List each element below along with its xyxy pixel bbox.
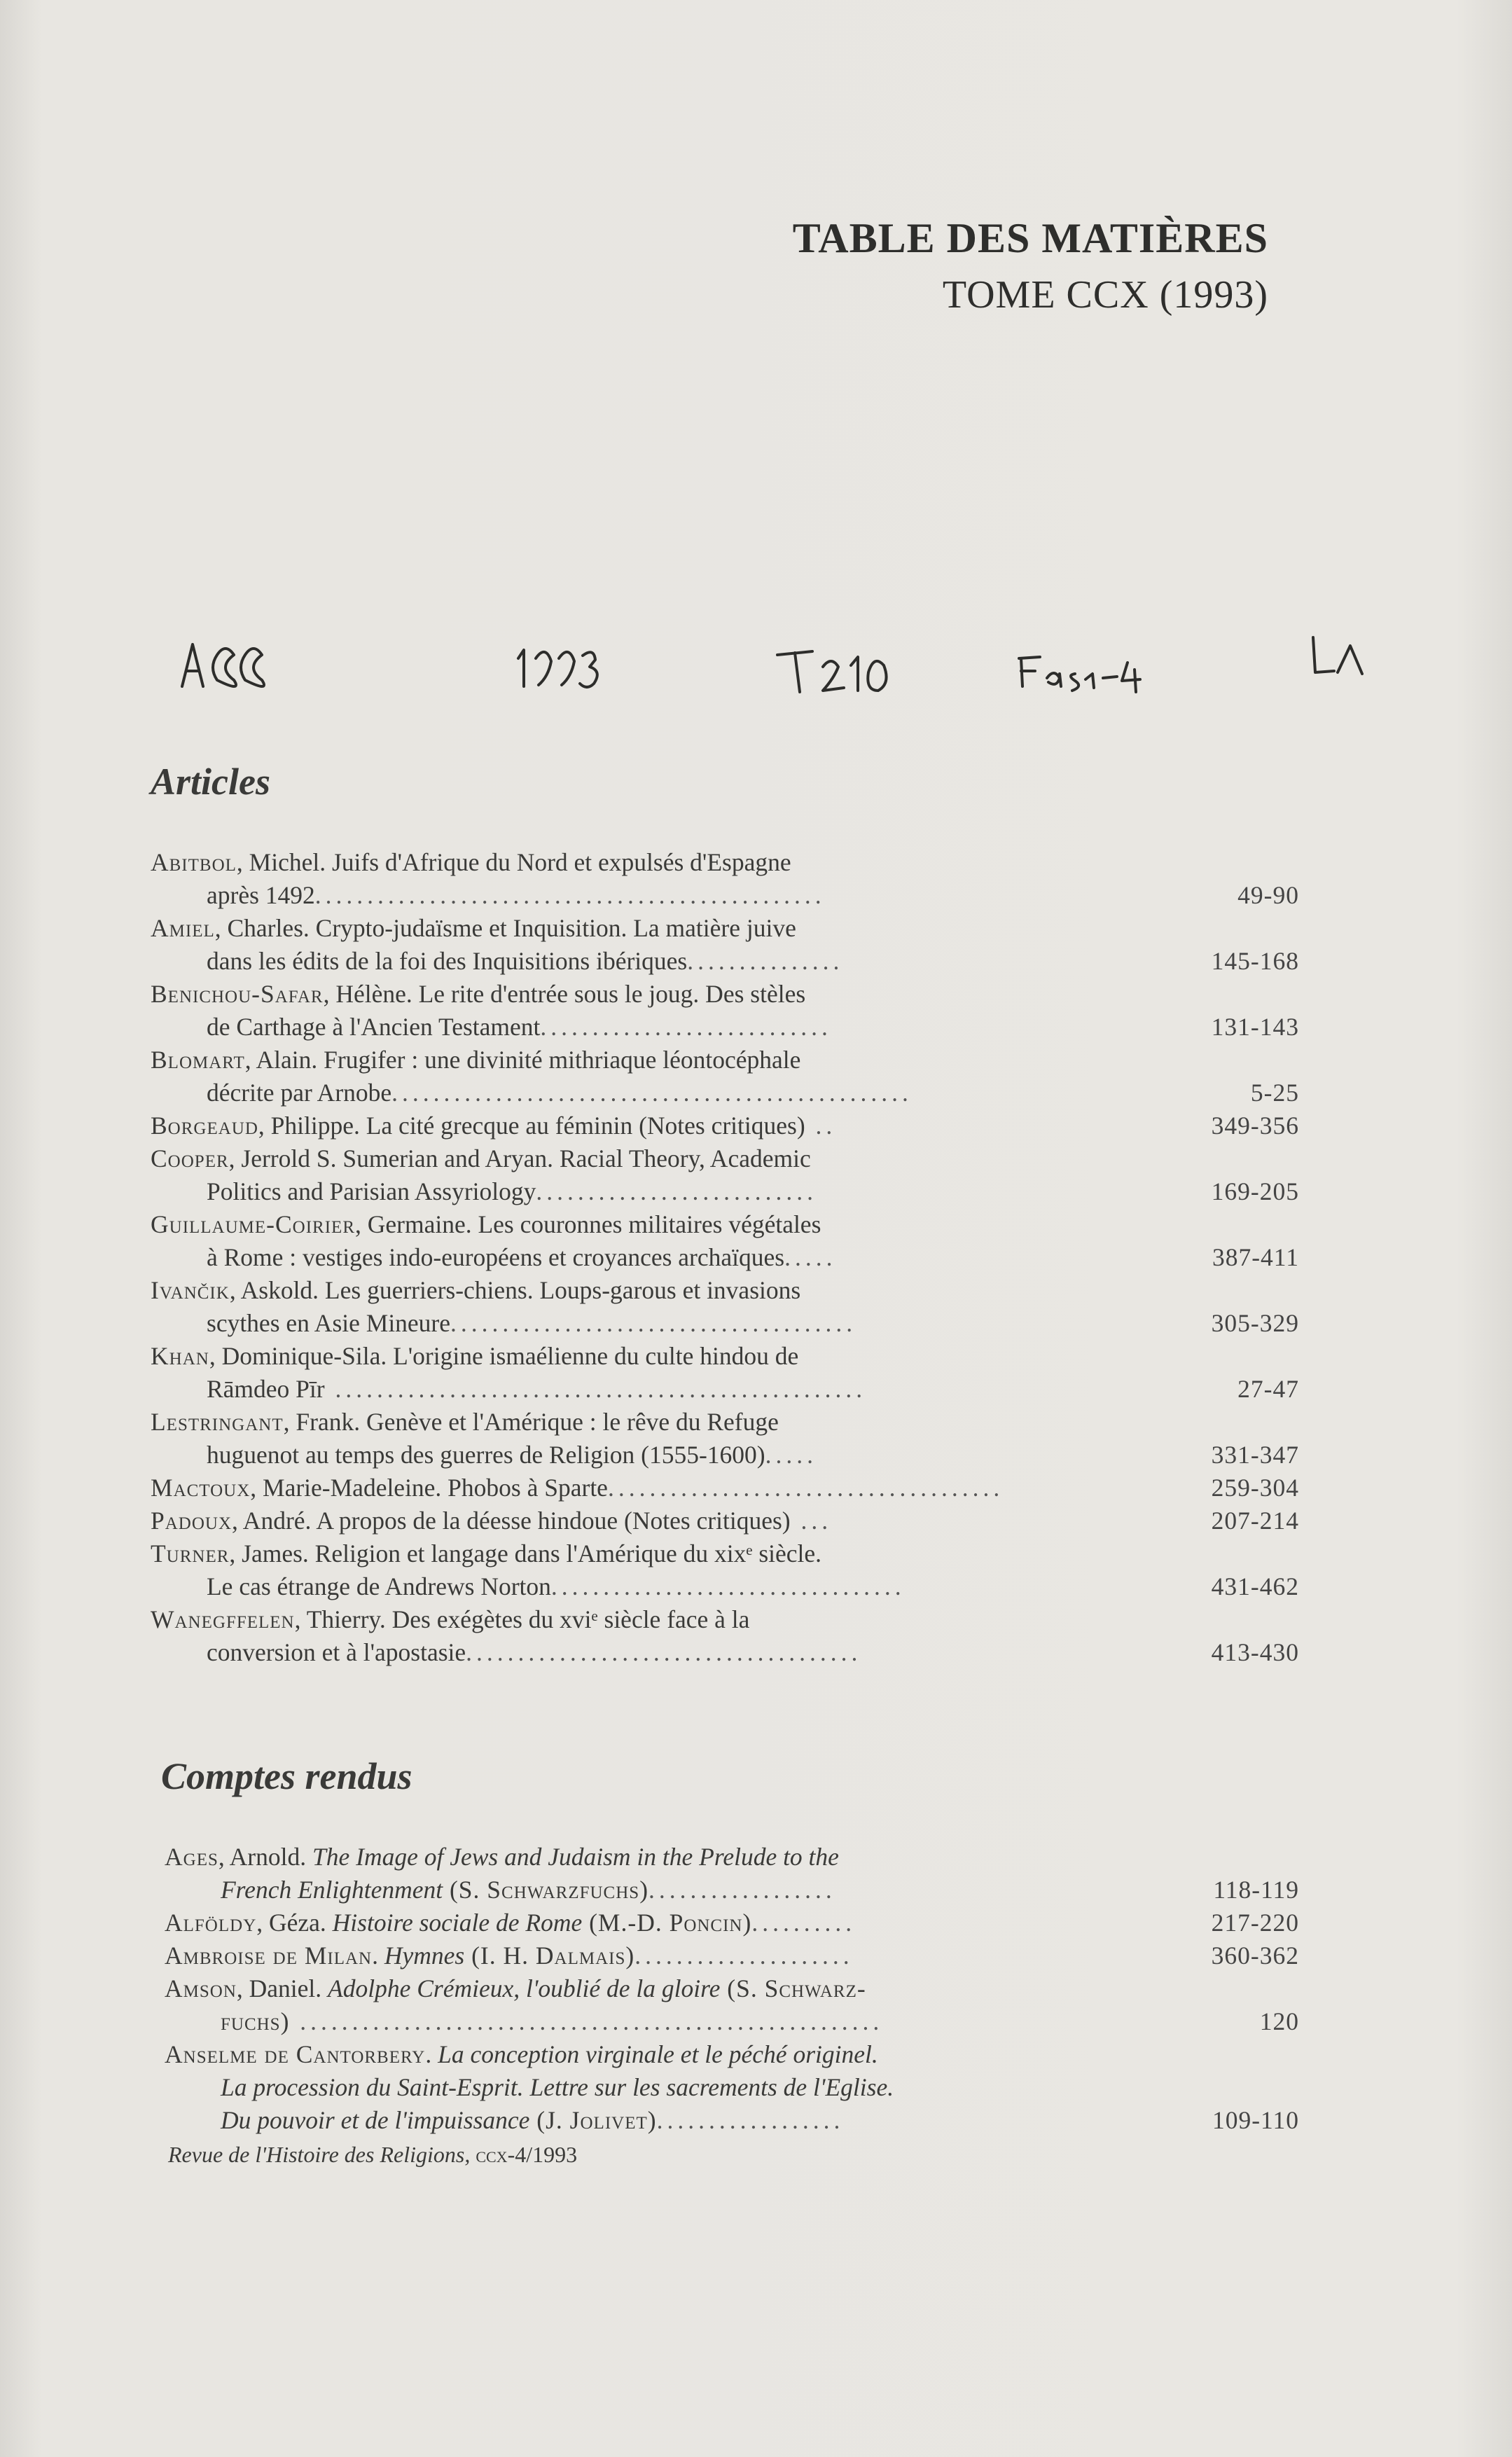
- article-entry: Abitbol, Michel. Juifs d'Afrique du Nord et expulsés d'Espagne après 1492................................................. 49-90: [151, 846, 1299, 912]
- entry-title: , Jerrold S. Sumerian and Aryan. Racial Theory, Academic: [228, 1144, 811, 1172]
- article-entry: Wanegffelen, Thierry. Des exégètes du xviᵉ siècle face à la conversion et à l'apostasie...................................... 413-430: [151, 1603, 1299, 1669]
- article-entry: Borgeaud, Philippe. La cité grecque au féminin (Notes critiques) .. 349-356: [151, 1109, 1299, 1142]
- article-entry: Turner, James. Religion et langage dans l'Amérique du xixᵉ siècle. Le cas étrange de Andrews Norton.................................. 431-462: [151, 1537, 1299, 1603]
- entry-author: Benichou-Safar: [151, 980, 324, 1008]
- footer-volume: ccx-4/1993: [476, 2142, 578, 2167]
- entry-author: Alföldy: [165, 1909, 257, 1937]
- entry-pages: 259-304: [1211, 1474, 1299, 1502]
- handwriting-item-4: [1313, 637, 1362, 674]
- entry-author: Padoux: [151, 1507, 233, 1535]
- entry-reviewer-cont: fuchs): [221, 2007, 290, 2035]
- entry-title: , Thierry. Des exégètes du xviᵉ siècle face à la: [294, 1605, 750, 1633]
- entry-title: , James. Religion et langage dans l'Amérique du xixᵉ siècle.: [229, 1539, 822, 1567]
- entry-title-cont: huguenot au temps des guerres de Religion (1555-1600): [207, 1441, 765, 1469]
- entry-title: , Alain. Frugifer : une divinité mithriaque léontocéphale: [244, 1046, 801, 1074]
- entry-title-cont: Le cas étrange de Andrews Norton: [207, 1572, 551, 1600]
- article-entry: Guillaume-Coirier, Germaine. Les couronnes militaires végétales à Rome : vestiges indo-européens et croyances archaïques..... 387-411: [151, 1208, 1299, 1274]
- entry-title: , Askold. Les guerriers-chiens. Loups-garous et invasions: [229, 1276, 801, 1304]
- entry-title: , Hélène. Le rite d'entrée sous le joug. Des stèles: [323, 980, 806, 1008]
- entry-title: , Charles. Crypto-judaïsme et Inquisition. La matière juive: [214, 914, 796, 942]
- entry-author: Guillaume-Coirier: [151, 1210, 355, 1238]
- entry-pages: 145-168: [1211, 947, 1299, 975]
- entry-reviewer: (M.-D. Poncin): [582, 1909, 752, 1937]
- handwriting-item-2: [777, 651, 887, 692]
- review-entry: Amson, Daniel. Adolphe Crémieux, l'oublié de la gloire (S. Schwarz- fuchs) ........................................................ 120: [165, 1972, 1299, 2038]
- entry-book-title: Adolphe Crémieux, l'oublié de la gloire: [328, 1974, 721, 2002]
- entry-title: , André. A propos de la déesse hindoue (Notes critiques): [232, 1507, 791, 1535]
- article-entry: Khan, Dominique-Sila. L'origine ismaélienne du culte hindou de Rāmdeo Pīr ................................................... 27-47: [151, 1340, 1299, 1406]
- entry-pages: 118-119: [1213, 1876, 1299, 1904]
- entry-pages: 109-110: [1212, 2106, 1299, 2134]
- entry-title-cont: conversion et à l'apostasie: [207, 1638, 466, 1666]
- entry-title-cont: Politics and Parisian Assyriology: [207, 1177, 536, 1205]
- page-title: TABLE DES MATIÈRES: [792, 215, 1268, 261]
- review-entry: Anselme de Cantorbery. La conception virginale et le péché originel. La procession du Saint-Esprit. Lettre sur les sacrements de l'Eglise. Du pouvoir et de l'impuissance (J. Jolivet).................. 109-110: [165, 2038, 1299, 2137]
- entry-title-cont: décrite par Arnobe: [207, 1079, 392, 1107]
- handwritten-annotation: [175, 630, 1408, 707]
- entry-author: Blomart: [151, 1046, 245, 1074]
- entry-author: Borgeaud: [151, 1112, 258, 1140]
- entry-reviewer: (S. Schwarzfuchs): [443, 1876, 649, 1904]
- entry-author: Mactoux: [151, 1474, 251, 1502]
- handwriting-item-1: [518, 650, 597, 687]
- entry-pages: 349-356: [1211, 1112, 1299, 1140]
- entry-pages: 217-220: [1211, 1909, 1299, 1937]
- page-footer: [168, 2142, 577, 2168]
- entry-reviewer: (I. H. Dalmais): [464, 1942, 635, 1970]
- entry-pages: 431-462: [1211, 1572, 1299, 1600]
- entry-pages: 5-25: [1250, 1079, 1299, 1107]
- entry-pages: 169-205: [1211, 1177, 1299, 1205]
- entry-book-title-cont: La procession du Saint-Esprit. Lettre sur les sacrements de l'Eglise.: [221, 2073, 894, 2101]
- entry-author: Ivančik: [151, 1276, 230, 1304]
- entry-book-title: Hymnes: [384, 1942, 465, 1970]
- review-entry: Ambroise de Milan. Hymnes (I. H. Dalmais)..................... 360-362: [165, 1939, 1299, 1972]
- article-entry: Ivančik, Askold. Les guerriers-chiens. Loups-garous et invasions scythes en Asie Mineure....................................... 305-329: [151, 1274, 1299, 1340]
- entry-book-title: The Image of Jews and Judaism in the Prelude to the: [312, 1843, 839, 1871]
- article-entry: Amiel, Charles. Crypto-judaïsme et Inquisition. La matière juive dans les édits de la foi des Inquisitions ibériques............... 145-168: [151, 912, 1299, 978]
- handwriting-item-3: [1019, 657, 1140, 692]
- entry-title-cont: Rāmdeo Pīr: [207, 1375, 325, 1403]
- entry-text: , Géza.: [256, 1909, 333, 1937]
- entry-pages: 131-143: [1211, 1013, 1299, 1041]
- entry-reviewer: (J. Jolivet): [529, 2106, 657, 2134]
- entry-title: , Frank. Genève et l'Amérique : le rêve du Refuge: [283, 1408, 779, 1436]
- entry-text: .: [425, 2040, 438, 2068]
- entry-author: Abitbol: [151, 848, 237, 876]
- comptes-rendus-heading: Comptes rendus: [161, 1755, 412, 1797]
- comptes-rendus-list: [165, 1841, 1299, 2137]
- entry-author: Ambroise de Milan: [165, 1942, 373, 1970]
- entry-title-cont: à Rome : vestiges indo-européens et croyances archaïques: [207, 1243, 785, 1271]
- handwriting-svg: [175, 630, 1408, 707]
- entry-author: Turner: [151, 1539, 230, 1567]
- handwriting-item-0: [182, 644, 264, 686]
- entry-author: Cooper: [151, 1144, 229, 1172]
- entry-pages: 331-347: [1211, 1441, 1299, 1469]
- entry-book-title-cont2: Du pouvoir et de l'impuissance: [221, 2106, 530, 2134]
- entry-pages: 305-329: [1211, 1309, 1299, 1337]
- article-entry: Padoux, André. A propos de la déesse hindoue (Notes critiques) ... 207-214: [151, 1504, 1299, 1537]
- entry-title: , Philippe. La cité grecque au féminin (Notes critiques): [258, 1112, 805, 1140]
- entry-author: Lestringant: [151, 1408, 284, 1436]
- article-entry: Blomart, Alain. Frugifer : une divinité mithriaque léontocéphale décrite par Arnobe.................................................. 5-25: [151, 1044, 1299, 1109]
- entry-pages: 120: [1259, 2007, 1299, 2035]
- entry-author: Wanegffelen: [151, 1605, 295, 1633]
- entry-pages: 413-430: [1211, 1638, 1299, 1666]
- title-block: [793, 210, 1268, 324]
- entry-text: , Arnold.: [218, 1843, 312, 1871]
- entry-reviewer: (S. Schwarz-: [720, 1974, 866, 2002]
- entry-title: , Dominique-Sila. L'origine ismaélienne du culte hindou de: [209, 1342, 799, 1370]
- entry-pages: 360-362: [1211, 1942, 1299, 1970]
- article-entry: Benichou-Safar, Hélène. Le rite d'entrée sous le joug. Des stèles de Carthage à l'Ancien Testament............................ 131-143: [151, 978, 1299, 1044]
- entry-title: , Germaine. Les couronnes militaires végétales: [355, 1210, 821, 1238]
- article-entry: Lestringant, Frank. Genève et l'Amérique : le rêve du Refuge huguenot au temps des guerres de Religion (1555-1600)..... 331-347: [151, 1406, 1299, 1472]
- footer-journal: Revue de l'Histoire des Religions,: [168, 2142, 471, 2167]
- entry-book-title: Histoire sociale de Rome: [332, 1909, 583, 1937]
- entry-title-cont: scythes en Asie Mineure: [207, 1309, 451, 1337]
- entry-author: Khan: [151, 1342, 209, 1370]
- entry-title-cont: après 1492: [207, 881, 315, 909]
- entry-pages: 49-90: [1237, 881, 1299, 909]
- articles-list: [151, 846, 1299, 1669]
- articles-heading: Articles: [151, 761, 270, 803]
- entry-author: Anselme de Cantorbery: [165, 2040, 426, 2068]
- volume-subtitle: TOME CCX (1993): [942, 273, 1268, 317]
- entry-pages: 27-47: [1237, 1375, 1299, 1403]
- entry-author: Amson: [165, 1974, 237, 2002]
- entry-title: , Michel. Juifs d'Afrique du Nord et expulsés d'Espagne: [236, 848, 791, 876]
- entry-title-cont: de Carthage à l'Ancien Testament: [207, 1013, 541, 1041]
- entry-text: , Daniel.: [236, 1974, 328, 2002]
- review-entry: Ages, Arnold. The Image of Jews and Judaism in the Prelude to the French Enlightenment (S. Schwarzfuchs).................. 118-119: [165, 1841, 1299, 1906]
- entry-book-title: La conception virginale et le péché originel.: [438, 2040, 878, 2068]
- review-entry: Alföldy, Géza. Histoire sociale de Rome (M.-D. Poncin).......... 217-220: [165, 1906, 1299, 1939]
- entry-text: .: [372, 1942, 384, 1970]
- article-entry: Mactoux, Marie-Madeleine. Phobos à Sparte...................................... 259-304: [151, 1472, 1299, 1504]
- entry-pages: 207-214: [1211, 1507, 1299, 1535]
- entry-book-title-cont: French Enlightenment: [221, 1876, 443, 1904]
- entry-pages: 387-411: [1212, 1243, 1299, 1271]
- entry-author: Ages: [165, 1843, 219, 1871]
- entry-title-cont: dans les édits de la foi des Inquisitions ibériques: [207, 947, 688, 975]
- entry-author: Amiel: [151, 914, 215, 942]
- entry-title: , Marie-Madeleine. Phobos à Sparte: [250, 1474, 608, 1502]
- article-entry: Cooper, Jerrold S. Sumerian and Aryan. Racial Theory, Academic Politics and Parisian Assyriology........................... 169-205: [151, 1142, 1299, 1208]
